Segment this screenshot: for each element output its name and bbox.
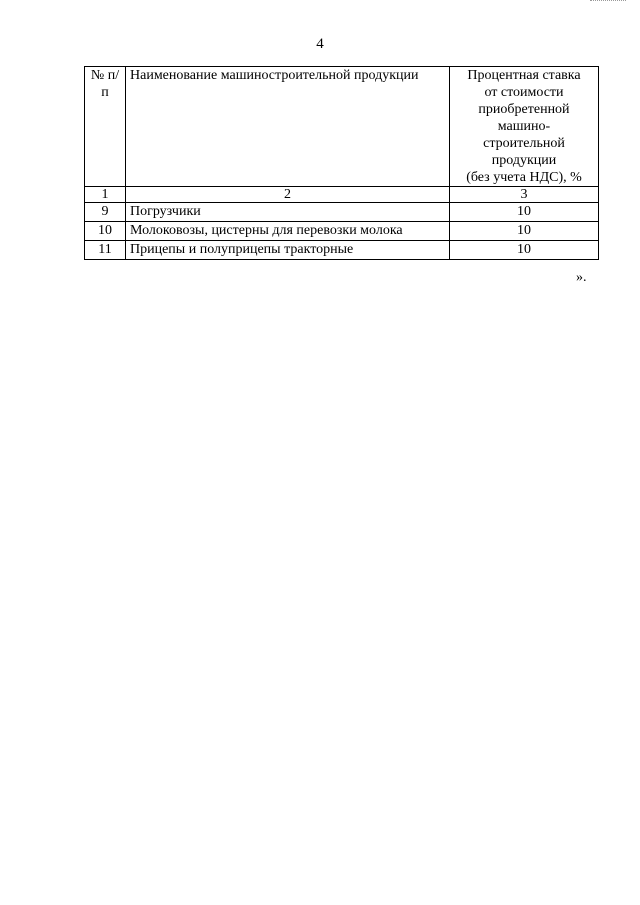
row-rate-cell: 10 <box>450 203 599 222</box>
column-index-cell: 2 <box>126 187 450 203</box>
row-number-cell: 10 <box>85 222 126 241</box>
row-number-cell: 11 <box>85 241 126 260</box>
scan-corner-mark <box>590 0 626 3</box>
row-product-name-cell: Прицепы и полуприцепы тракторные <box>126 241 450 260</box>
header-number-cell: № п/п <box>85 67 126 187</box>
row-product-name-cell: Молоковозы, цистерны для перевозки молока <box>126 222 450 241</box>
header-rate-line: продукции <box>491 153 557 168</box>
column-index-row <box>85 187 599 203</box>
rates-table <box>84 66 599 260</box>
header-rate-line: Процентная ставка <box>467 68 581 83</box>
header-rate-line: от стоимости <box>484 85 564 100</box>
column-index-cell: 1 <box>85 187 126 203</box>
row-rate-cell: 10 <box>450 222 599 241</box>
header-rate-line: приобретенной <box>478 102 570 117</box>
row-product-name-cell: Погрузчики <box>126 203 450 222</box>
closing-quote-mark: ». <box>576 270 587 285</box>
column-index-cell: 3 <box>450 187 599 203</box>
header-product-name-cell: Наименование машиностроительной продукции <box>126 67 450 187</box>
page-number: 4 <box>316 36 324 52</box>
header-rate-line: строительной <box>483 136 565 151</box>
table-row <box>85 203 599 222</box>
table-row <box>85 241 599 260</box>
table-row <box>85 222 599 241</box>
header-rate-line: машино- <box>497 119 551 134</box>
header-rate-line: (без учета НДС), % <box>466 170 582 185</box>
table-header-row <box>85 67 599 187</box>
row-number-cell: 9 <box>85 203 126 222</box>
row-rate-cell: 10 <box>450 241 599 260</box>
header-rate-cell <box>450 67 599 187</box>
